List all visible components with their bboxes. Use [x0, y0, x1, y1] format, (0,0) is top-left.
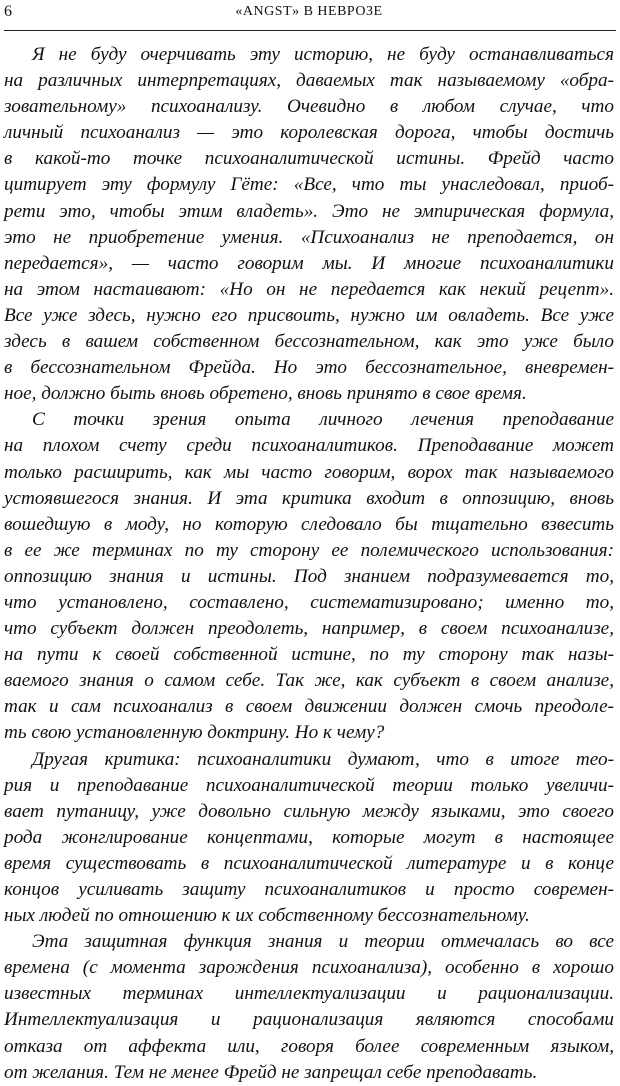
text-line: отказа от аффекта или, говоря более современным языком,	[4, 1035, 614, 1057]
text-line: устоявшегося знания. И эта критика входит в оппозицию, вновь	[4, 487, 614, 509]
text-line: в бессознательном Фрейда. Но это бессознательное, вневремен-	[4, 357, 614, 379]
running-title: «ANGST» В НЕВРОЗЕ	[235, 4, 383, 19]
text-line: это не приобретение умения. «Психоанализ не преподается, он	[4, 226, 614, 248]
page-header	[4, 3, 614, 25]
text-line: рети это, чтобы этим владеть». Это не эмпирическая формула,	[4, 200, 614, 222]
text-line: на различных интерпретациях, даваемых так называемому «обра-	[4, 70, 614, 92]
text-line: С точки зрения опыта личного лечения преподавание	[32, 409, 614, 431]
text-line: передается», — часто говорим мы. И многие психоаналитики	[4, 252, 614, 274]
text-line: в какой-то точке психоаналитической истины. Фрейд часто	[4, 148, 614, 170]
text-line: в ее же терминах по ту сторону ее полемического использования:	[4, 539, 614, 561]
text-line: Интеллектуализация и рационализация являются способами	[4, 1009, 614, 1031]
header-rule	[4, 30, 616, 31]
paragraph	[4, 747, 614, 930]
text-line: известных терминах интеллектуализации и рационализации.	[4, 983, 614, 1005]
text-line: вает путаницу, уже довольно сильную между языками, это своего	[4, 800, 614, 822]
text-line: Я не буду очерчивать эту историю, не буду останавливаться	[32, 44, 614, 65]
text-line: Другая критика: психоаналитики думают, что в итоге тео-	[32, 748, 614, 770]
text-line: ное, должно быть вновь обретено, вновь принято в свое время.	[4, 383, 527, 405]
text-line: оппозицию знания и истины. Под знанием подразумевается то,	[4, 565, 614, 587]
text-line: только расширить, как мы часто говорим, ворох так называемого	[4, 461, 614, 483]
paragraph	[4, 407, 614, 746]
paragraph	[4, 42, 614, 407]
body-text	[4, 42, 614, 1086]
text-line: рия и преподавание психоаналитической теории только увеличи-	[4, 774, 614, 796]
text-line: здесь в вашем собственном бессознательном, как это уже было	[4, 331, 614, 353]
text-line: на пути к своей собственной истине, по ту сторону так назы-	[4, 644, 614, 666]
text-line: Эта защитная функция знания и теории отмечалась во все	[32, 931, 614, 953]
text-line: вошедшую в моду, но которую следовало бы тщательно взвесить	[4, 513, 614, 535]
text-line: что установлено, составлено, систематизировано; именно то,	[4, 591, 614, 613]
text-line: время существовать в психоаналитической литературе и в конце	[4, 852, 614, 874]
text-line: времена (с момента зарождения психоанализа), особенно в хорошо	[4, 957, 614, 979]
text-line: рода жонглирование концептами, которые могут в настоящее	[4, 826, 614, 848]
text-line: на плохом счету среди психоаналитиков. Преподавание может	[4, 435, 614, 457]
text-line: концов усиливать защиту психоаналитиков и просто современ-	[4, 879, 614, 900]
text-line: от желания. Тем не менее Фрейд не запрещал себе преподавать.	[4, 1061, 538, 1083]
page-number: 6	[4, 3, 12, 20]
text-line: так и сам психоанализ в своем движении должен смочь преодоле-	[4, 696, 614, 718]
text-line: Все уже здесь, нужно его присвоить, нужно им овладеть. Все уже	[4, 304, 614, 326]
text-line: на этом настаивают: «Но он не передается как некий рецепт».	[4, 278, 614, 300]
text-line: ваемого знания о самом себе. Так же, как субъект в своем анализе,	[4, 670, 614, 692]
text-line: что субъект должен преодолеть, например, в своем психоанализе,	[4, 618, 614, 640]
text-line: ть свою установленную доктрину. Но к чему?	[4, 722, 385, 744]
paragraph	[4, 929, 614, 1086]
text-line: зовательному» психоанализу. Очевидно в любом случае, что	[4, 96, 614, 118]
text-line: ных людей по отношению к их собственному бессознательному.	[4, 905, 530, 927]
text-line: цитирует эту формулу Гёте: «Все, что ты унаследовал, приоб-	[4, 174, 614, 196]
text-line: личный психоанализ — это королевская дорога, чтобы достичь	[4, 122, 614, 144]
